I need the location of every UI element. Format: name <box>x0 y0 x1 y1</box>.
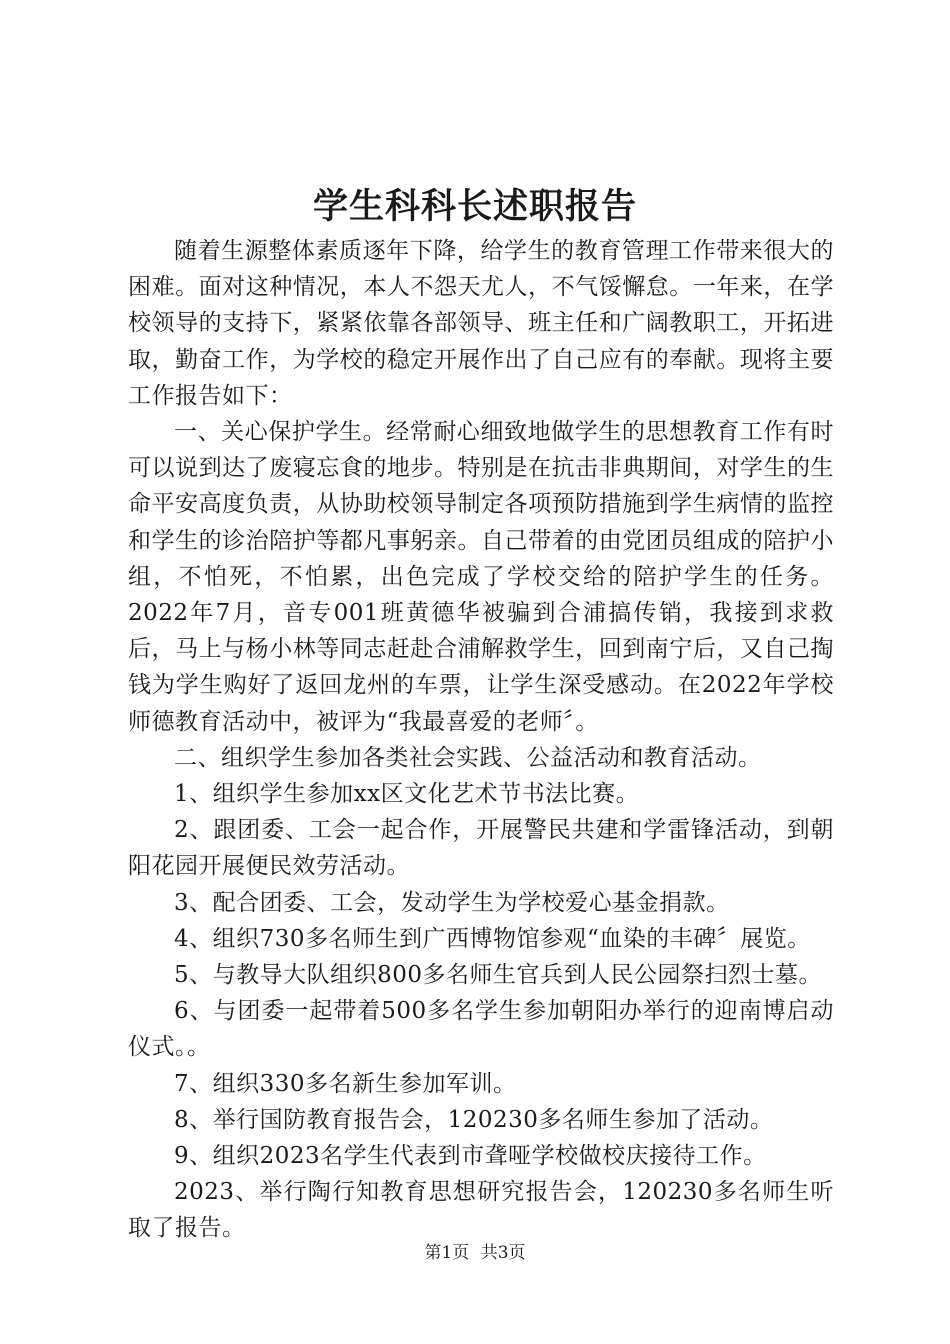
list-item: 7、组织330多名新生参加军训。 <box>174 1070 517 1097</box>
list-item: 1、组织学生参加xx区文化艺术节书法比赛。 <box>174 781 640 808</box>
paragraph-section-2: 二、组织学生参加各类社会实践、公益活动和教育活动。 <box>174 744 762 771</box>
list-item: 8、举行国防教育报告会，120230多名师生参加了活动。 <box>174 1106 774 1133</box>
page-total: 共3页 <box>480 1243 526 1263</box>
list-item: 6、与团委一起带着500多名学生参加朝阳办举行的迎南博启动仪式。。 <box>128 998 834 1061</box>
document-title: 学生科科长述职报告 <box>312 186 637 227</box>
page-number: 第1页 <box>424 1243 470 1263</box>
paragraph-section-1: 一、关心保护学生。经常耐心细致地做学生的思想教育工作有时可以说到达了废寝忘食的地步。特别是在抗击非典期间，对学生的生命平安高度负责，从协助校领导制定各项预防措施到学生病情的监控和学生的诊治陪护等都凡事躬亲。自己带着的由党团员组成的陪护小组，不怕死，不怕累，出色完成了学校交给的陪护学生的任务。2022年7月，音专001班黄德华被骗到合浦搞传销，我接到求救 后，马上与杨小林等同志赶赴合浦解救学生，回到南宁后，又自己掏钱为学生购好了返回龙州的车票，让学生深受感动。在2022年学校师德教育活动中，被评为“我最喜爱的老师〞。 <box>128 419 881 735</box>
list-item: 2023、举行陶行知教育思想研究报告会，120230多名师生听取了报告。 <box>128 1179 834 1242</box>
list-item: 9、组织2023名学生代表到市聋哑学校做校庆接待工作。 <box>174 1143 767 1170</box>
page-footer <box>0 1241 950 1265</box>
document-body <box>128 233 881 1247</box>
list-item: 2、跟团委、工会一起合作，开展警民共建和学雷锋活动，到朝阳花园开展便民效劳活动。 <box>128 817 834 880</box>
paragraph-intro: 随着生源整体素质逐年下降，给学生的教育管理工作带来很大的困难。面对这种情况，本人不怨天尤人，不气馁懈怠。一年来，在学校领导的支持下，紧紧依靠各部领导、班主任和广阔教职工，开拓进取，勤奋工作，为学校的稳定开展作出了自己应有的奉献。现将主要工作报告如下： <box>128 238 834 409</box>
list-item: 5、与教导大队组织800多名师生官兵到人民公园祭扫烈士墓。 <box>174 962 823 989</box>
list-item: 3、配合团委、工会，发动学生为学校爱心基金捐款。 <box>174 889 730 916</box>
list-item: 4、组织730多名师生到广西博物馆参观“血染的丰碑〞展览。 <box>174 925 811 952</box>
